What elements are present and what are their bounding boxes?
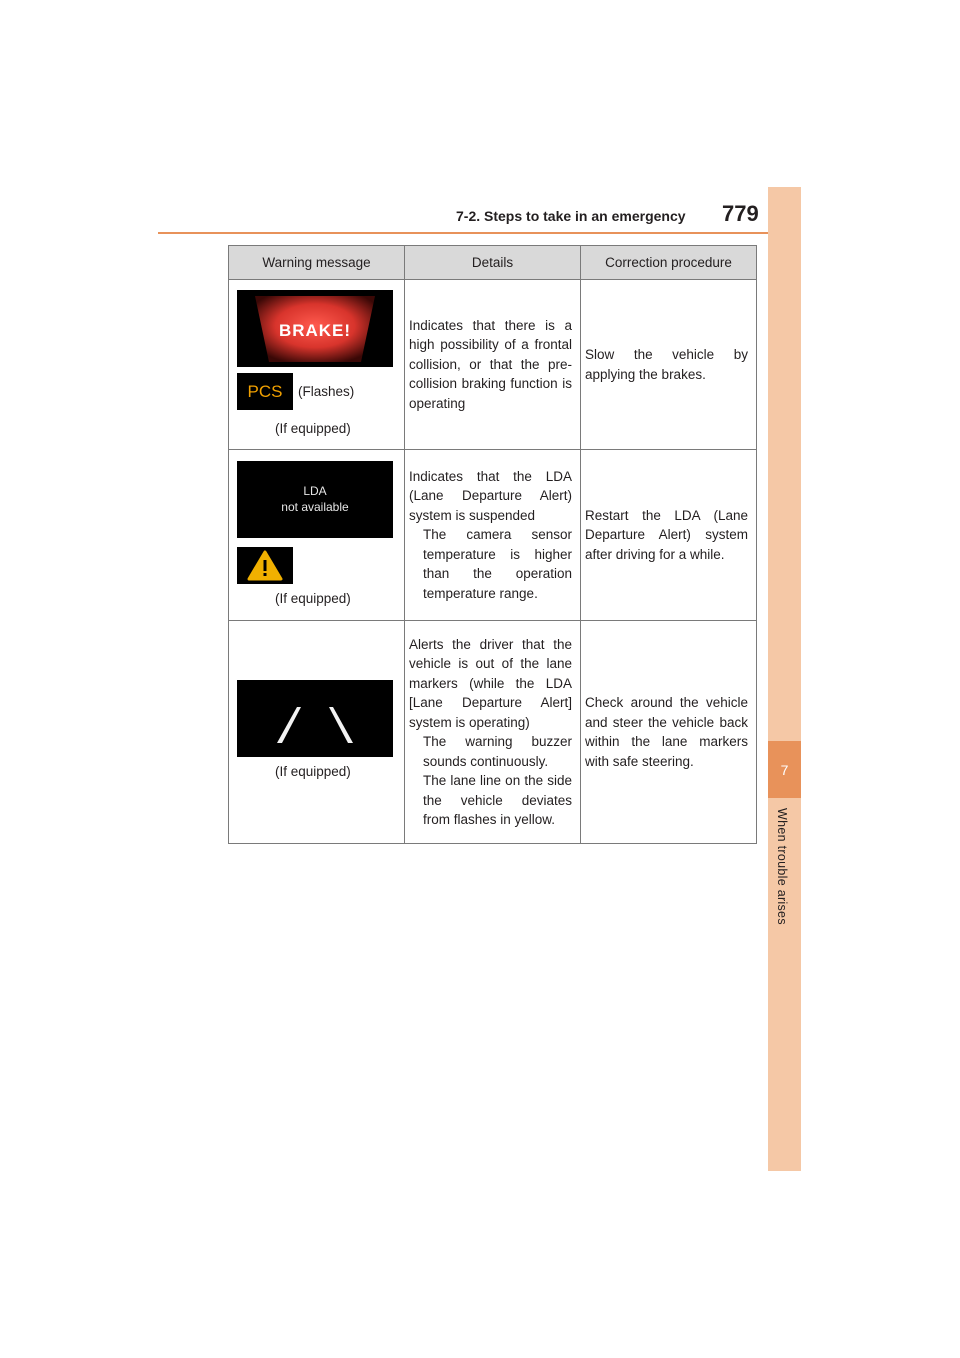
warning-cell-lane	[229, 621, 405, 844]
details-main: Alerts the driver that the vehicle is out of the lane markers (while the LDA [Lane Departure Alert] system is operating)	[409, 636, 572, 730]
correction-cell	[581, 280, 757, 450]
chapter-title: When trouble arises	[775, 808, 789, 925]
brake-display-text: BRAKE!	[278, 321, 352, 340]
table-row	[229, 280, 757, 450]
pcs-icon-text: PCS	[247, 381, 283, 401]
column-header-warning: Warning message	[229, 246, 405, 280]
page-number: 779	[722, 201, 759, 226]
lda-display-line2: not available	[281, 500, 349, 514]
details-sub: The camera sensor temperature is higher than the operation temperature range.	[423, 527, 572, 601]
details-cell	[405, 621, 581, 844]
pcs-icon	[237, 373, 293, 410]
details-cell	[405, 280, 581, 450]
column-header-correction: Correction procedure	[581, 246, 757, 280]
details-text	[405, 635, 580, 830]
details-sub: The lane line on the side the vehicle deviates from flashes in yellow.	[423, 773, 572, 827]
table-header-row	[229, 246, 757, 280]
if-equipped-note: (If equipped)	[275, 764, 351, 779]
lane-display-image	[237, 680, 393, 757]
details-cell	[405, 450, 581, 621]
flash-note: (Flashes)	[298, 384, 355, 399]
lda-display-line1: LDA	[303, 484, 327, 498]
warning-cell-lda	[229, 450, 405, 621]
warning-triangle-icon	[237, 547, 293, 584]
details-main: Indicates that the LDA (Lane Departure Alert) system is suspended	[409, 468, 572, 523]
chapter-side-tab	[768, 187, 801, 1171]
correction-text: Slow the vehicle by applying the brakes.	[585, 347, 748, 382]
if-equipped-note: (If equipped)	[275, 421, 351, 436]
chapter-number: 7	[780, 761, 789, 778]
table-row	[229, 450, 757, 621]
lane-lines-icon	[237, 680, 393, 757]
section-title: 7-2. Steps to take in an emergency	[456, 208, 686, 224]
details-sub: The warning buzzer sounds continuously.	[423, 734, 572, 769]
header-rule	[158, 232, 800, 234]
chapter-number-box	[768, 741, 801, 798]
table-row	[229, 621, 757, 844]
details-text: Indicates that there is a high possibility of a frontal collision, or that the pre-collision braking function is operating	[409, 317, 572, 411]
if-equipped-note: (If equipped)	[275, 591, 351, 606]
correction-cell	[581, 621, 757, 844]
brake-display-image	[237, 290, 393, 367]
correction-text: Restart the LDA (Lane Departure Alert) system after driving for a while.	[585, 507, 748, 562]
correction-cell	[581, 450, 757, 621]
warning-cell-brake	[229, 280, 405, 450]
column-header-details: Details	[405, 246, 581, 280]
brake-glow-icon	[237, 290, 393, 367]
details-text	[405, 467, 580, 604]
warning-message-table	[228, 245, 757, 844]
lda-display-image	[237, 461, 393, 538]
correction-text: Check around the vehicle and steer the vehicle back within the lane markers with safe steering.	[585, 695, 748, 769]
